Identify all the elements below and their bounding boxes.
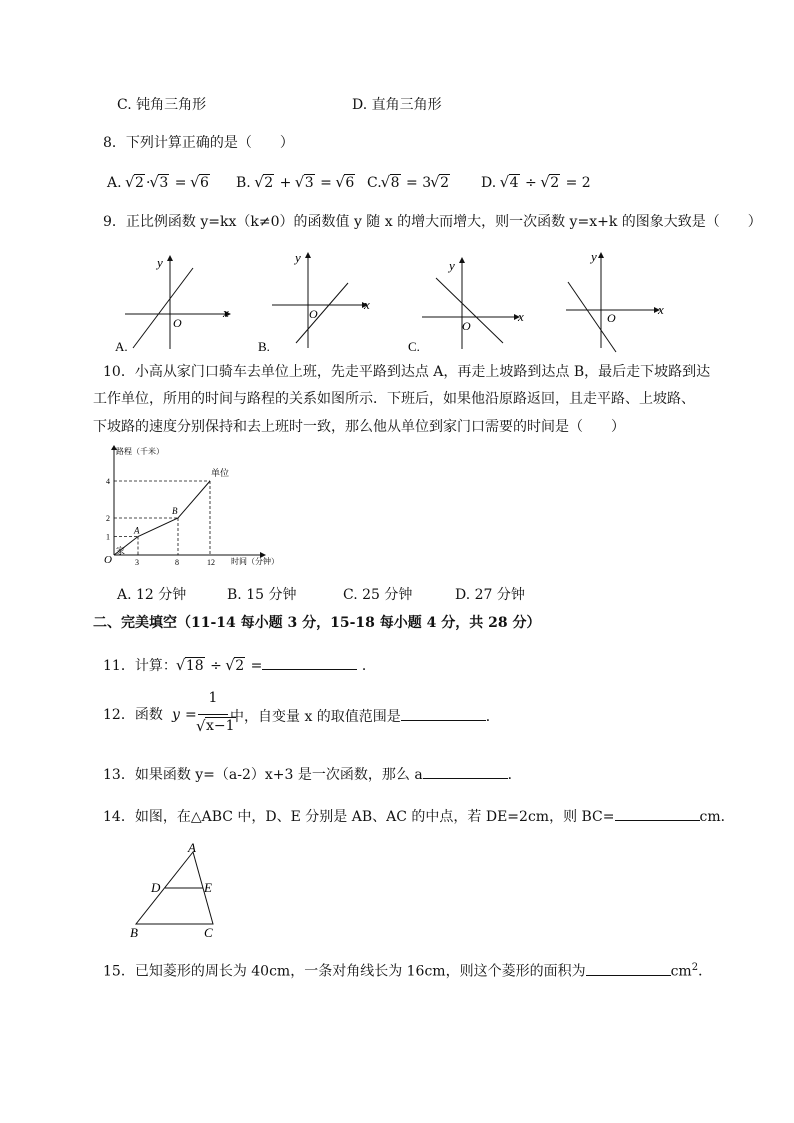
axis-x-label: x — [364, 297, 370, 312]
q10-option-a: A. 12 分钟 — [117, 587, 187, 603]
q9-graph-a — [115, 253, 240, 353]
q11: 11．计算：√ 18 ÷ √ 2 = ． — [103, 655, 376, 675]
graph-label: C. — [408, 339, 420, 354]
vertex-b: B — [130, 925, 138, 940]
q10-line2: 工作单位，所用的时间与路程的关系如图所示．下班后，如果他沿原路返回，且走平路、上坡路、 — [93, 391, 695, 407]
q15: 15．已知菱形的周长为 40cm，一条对角线长为 16cm，则这个菱形的面积为 $cm^2$． — [103, 962, 713, 980]
q12-denominator: √ x−1 — [197, 718, 231, 734]
origin-label: O — [104, 554, 112, 566]
point-label-home: 家 — [116, 546, 126, 556]
point-label-b: B — [172, 506, 178, 516]
x-tick-label: 12 — [207, 558, 215, 567]
origin-label: O — [173, 316, 182, 330]
q12-text: 中，自变量 x 的取值范围是 ． — [230, 706, 500, 726]
axis-y-label: y — [295, 250, 301, 265]
y-axis-label: 路程（千米） — [116, 447, 164, 456]
q12-fraction-bar — [198, 714, 228, 715]
answer-blank[interactable] — [262, 655, 357, 670]
axis-y-label: y — [449, 258, 455, 273]
q10-distance-time-chart — [96, 445, 279, 575]
q13: 13．如果函数 y=（a-2）x+3 是一次函数，那么 a ． — [103, 764, 522, 784]
y-tick-label: 1 — [106, 532, 110, 542]
graph-label: A. — [115, 339, 128, 354]
section-2-title: 二、完美填空（11-14 每小题 3 分，15-18 每小题 4 分，共 28 分） — [93, 615, 541, 631]
answer-blank[interactable] — [615, 806, 700, 821]
q12-numerator: 1 — [208, 690, 218, 706]
q9-stem: 9．正比例函数 y=kx（k≠0）的函数值 y 随 x 的增大而增大，则一次函数 y=x+k 的图象大致是（ ） — [103, 214, 762, 230]
answer-blank[interactable] — [586, 961, 671, 976]
q8-option-c: C.√ 8 = 3√ 2 — [367, 174, 451, 192]
y-tick-label: 4 — [106, 477, 110, 486]
q10-line1: 10．小高从家门口骑车去单位上班，先走平路到达点 A，再走上坡路到达点 B，最后走下坡路到达 — [103, 364, 711, 380]
midpoint-d: D — [151, 880, 161, 895]
q8-option-b: B. √ 2 + √ 3 = √ 6 — [236, 174, 356, 192]
q8-option-a: A. √ 2 ·√ 3 = √ 6 — [107, 174, 211, 192]
point-label-office: 单位 — [211, 468, 230, 478]
q12-y: y — [172, 707, 180, 723]
origin-label: O — [309, 307, 318, 321]
answer-blank[interactable] — [423, 764, 508, 779]
axis-x-label: x — [658, 302, 664, 317]
x-tick-label: 3 — [135, 558, 139, 567]
q10-line3: 下坡路的速度分别保持和去上班时一致，那么他从单位到家门口需要的时间是（ ） — [93, 419, 625, 435]
origin-label: O — [607, 311, 616, 325]
q9-graph-d — [560, 248, 685, 353]
vertex-c: C — [204, 925, 213, 940]
q7-option-d: D. 直角三角形 — [352, 97, 442, 113]
q14: 14．如图，在△ABC 中，D、E 分别是 AB、AC 的中点，若 DE=2cm，则 BC= cm． — [103, 806, 735, 826]
q10-option-b: B. 15 分钟 — [227, 587, 297, 603]
y-tick-label: 2 — [106, 514, 110, 523]
axis-x-label: x — [223, 305, 229, 320]
q12-eq: = — [185, 707, 197, 723]
axis-x-label: x — [518, 309, 524, 324]
q10-option-c: C. 25 分钟 — [343, 587, 413, 603]
point-label-a: A — [134, 525, 140, 536]
q10-option-d: D. 27 分钟 — [455, 587, 525, 603]
axis-y-label: y — [157, 255, 163, 270]
answer-blank[interactable] — [401, 706, 486, 721]
vertex-a: A — [188, 840, 196, 855]
x-axis-label: 时间（分钟） — [231, 557, 279, 566]
q9-graph-b — [258, 248, 383, 353]
q9-graph-c — [408, 253, 533, 353]
q14-triangle-figure — [128, 842, 228, 942]
x-tick-label: 8 — [175, 558, 179, 567]
q8-option-d: D. √ 4 ÷ √ 2 = 2 — [481, 174, 591, 192]
midpoint-e: E — [204, 880, 212, 895]
q12-prefix: 12．函数 — [103, 707, 163, 723]
axis-y-label: y — [591, 249, 597, 264]
q8-stem: 8．下列计算正确的是（ ） — [103, 135, 294, 151]
graph-label: B. — [258, 339, 270, 354]
origin-label: O — [462, 319, 471, 333]
q7-option-c: C. 钝角三角形 — [117, 97, 207, 113]
